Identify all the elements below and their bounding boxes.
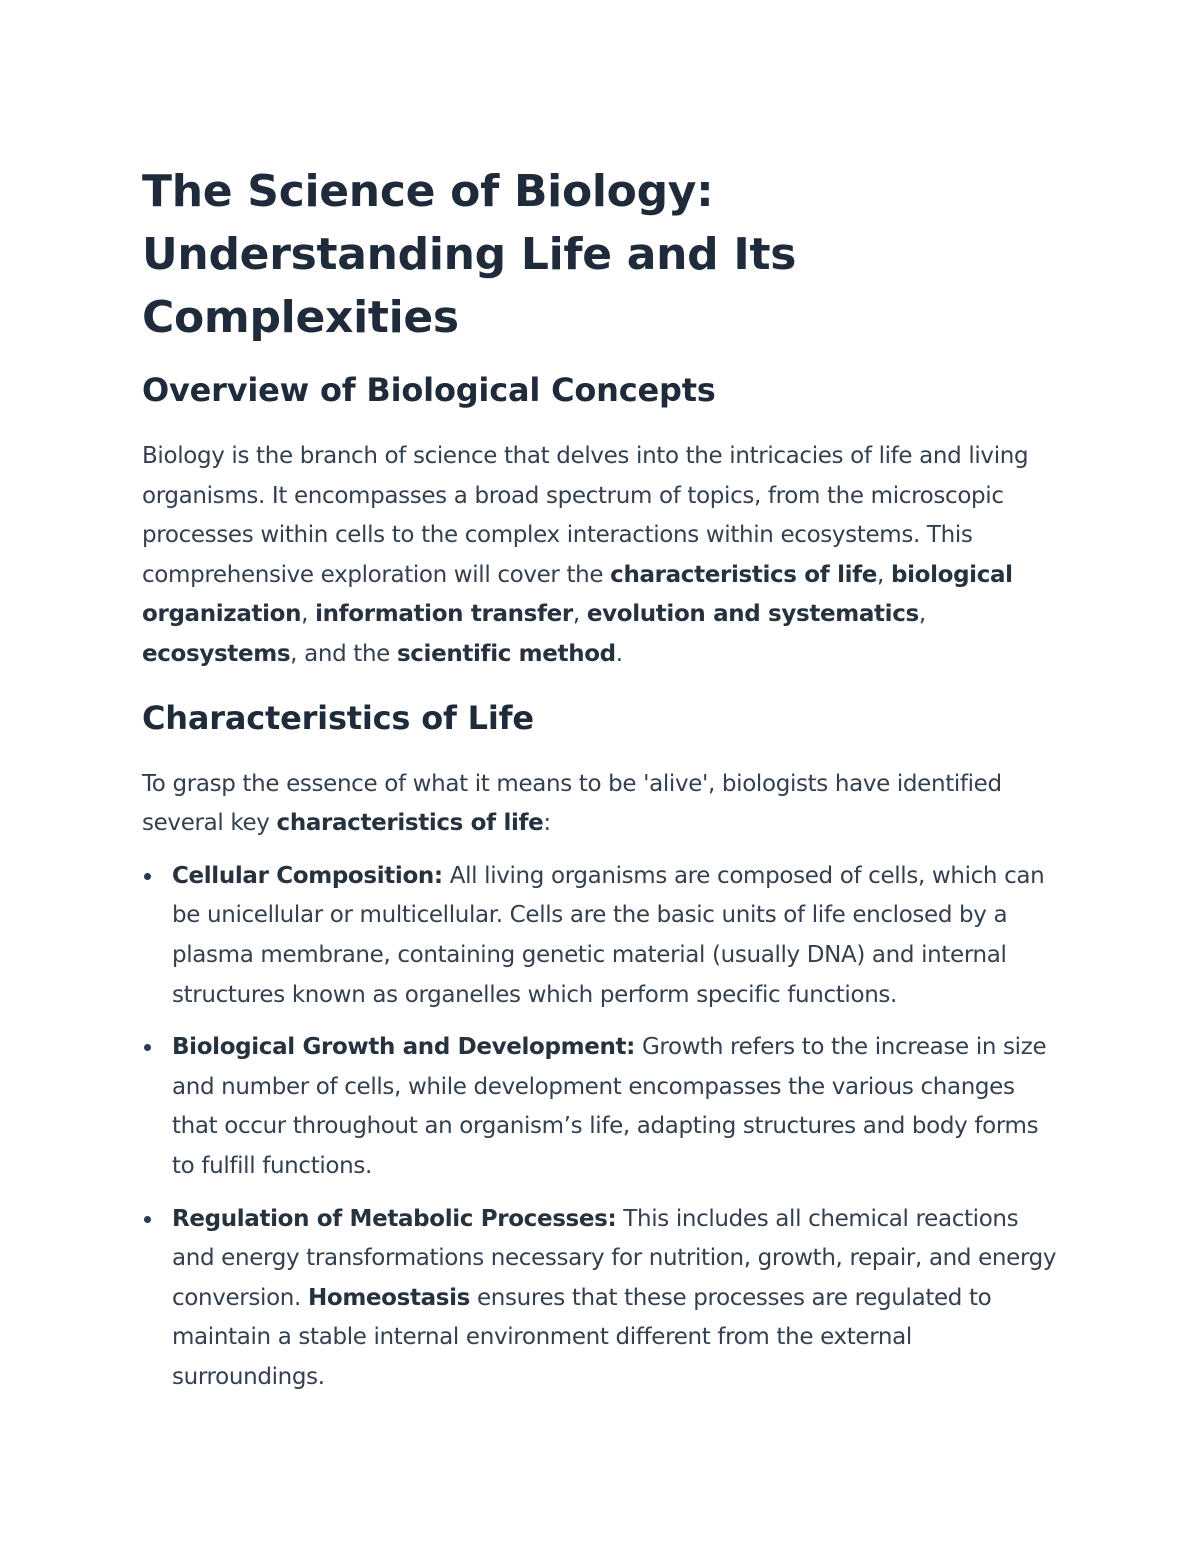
overview-term-characteristics: characteristics of life <box>610 561 878 588</box>
bullet-icon <box>144 873 151 880</box>
overview-term-scientific-method: scientific method <box>396 640 616 667</box>
overview-text-2: , <box>877 561 891 588</box>
overview-term-organization: biological organization <box>142 561 1013 628</box>
overview-text-6: , and the <box>290 640 397 667</box>
list-item-text: Growth refers to the increase in size and number of cells, while development encompasses the various changes that occur throughout an organism’s life, adapting structures and body forms to fulfill functions. <box>172 1034 1047 1179</box>
characteristics-intro <box>142 765 1062 844</box>
overview-term-evolution: evolution and systematics <box>586 601 919 628</box>
overview-paragraph <box>142 437 1062 675</box>
list-item <box>142 857 1062 1015</box>
list-item-term-homeostasis: Homeostasis <box>307 1284 471 1311</box>
overview-text-5: , <box>918 601 926 628</box>
list-item <box>142 1200 1062 1398</box>
heading-characteristics: Characteristics of Life <box>142 698 534 737</box>
document-page <box>142 160 1062 1410</box>
list-item-term: Regulation of Metabolic Processes: <box>172 1205 617 1232</box>
bullet-icon <box>144 1044 151 1051</box>
overview-text-4: , <box>572 601 587 628</box>
overview-term-ecosystems: ecosystems <box>142 640 291 667</box>
list-item-term: Biological Growth and Development: <box>172 1034 635 1061</box>
list-item-text-2: ensures that these processes are regulated to maintain a stable internal environment different from the external surroundings. <box>172 1284 992 1390</box>
list-item-text: All living organisms are composed of cells, which can be unicellular or multicellular. Cells are the basic units of life enclosed by a plasma membrane, containing genetic material (usually DNA) and internal structures known as organelles which perform specific functions. <box>172 862 1045 1008</box>
overview-text-7: . <box>615 640 623 667</box>
characteristics-intro-text-1: To grasp the essence of what it means to be 'alive', biologists have identified several key <box>142 770 1002 837</box>
heading-overview: Overview of Biological Concepts <box>142 371 716 409</box>
characteristics-intro-term: characteristics of life <box>276 810 544 837</box>
list-item-text: This includes all chemical reactions and energy transformations necessary for nutrition, growth, repair, and energy conversion. <box>172 1205 1057 1311</box>
overview-text-3: , <box>301 601 316 628</box>
characteristics-list <box>142 857 1062 1398</box>
bullet-icon <box>144 1216 151 1223</box>
overview-text-1: Biology is the branch of science that delves into the intricacies of life and living organisms. It encompasses a broad spectrum of topics, from the microscopic processes within cells to the complex interactions within ecosystems. This comprehensive exploration will cover the <box>142 443 1029 588</box>
list-item-term: Cellular Composition: <box>172 862 443 889</box>
overview-term-information: information transfer <box>315 601 573 628</box>
characteristics-intro-text-2: : <box>543 810 551 837</box>
document-title: The Science of Biology: Understanding Life and Its Complexities <box>142 166 797 343</box>
list-item <box>142 1028 1062 1186</box>
